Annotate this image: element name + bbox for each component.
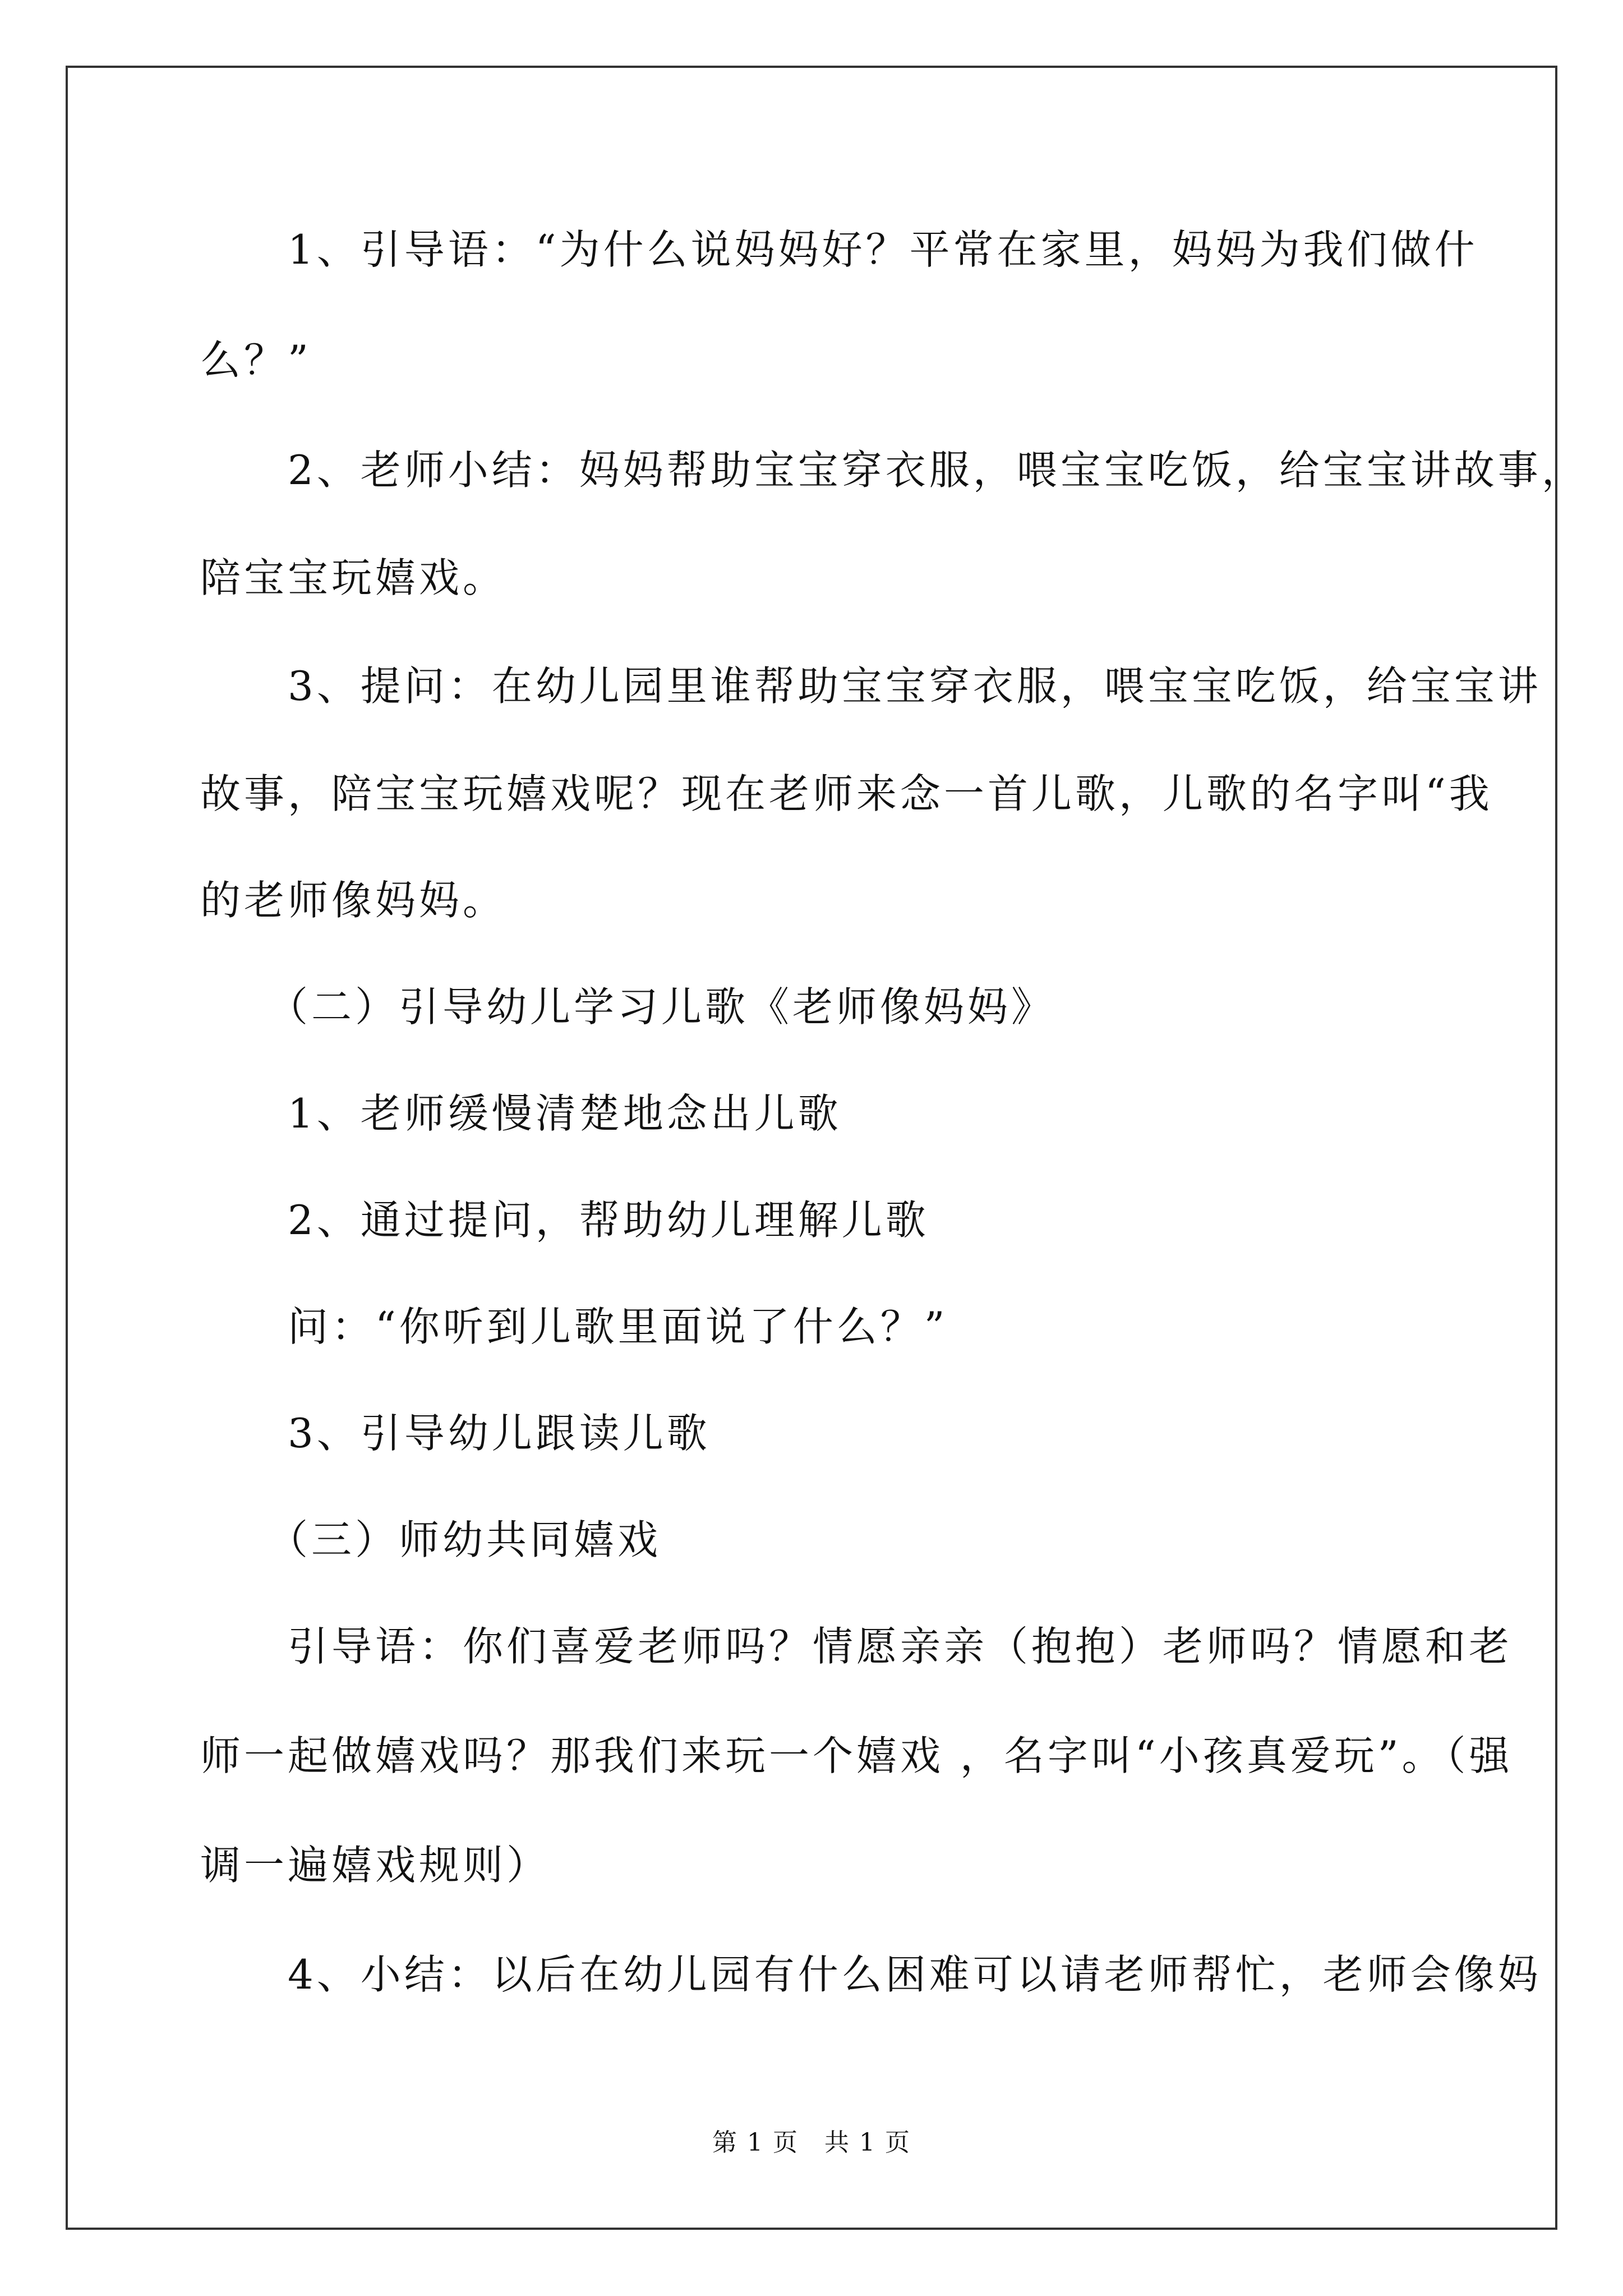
text-line-13: （三）师幼共同嬉戏 xyxy=(200,1516,662,1563)
text-line-16: 调一遍嬉戏规则） xyxy=(200,1842,551,1889)
text-line-15: 师一起做嬉戏吗？那我们来玩一个嬉戏 ，名字叫“小孩真爱玩”。（强 xyxy=(200,1732,1513,1779)
text-line-5: 3、提问：在幼儿园里谁帮助宝宝穿衣服，喂宝宝吃饭，给宝宝讲 xyxy=(200,662,1542,710)
text-line-3: 2、老师小结：妈妈帮助宝宝穿衣服，喂宝宝吃饭，给宝宝讲故事， xyxy=(200,447,1585,494)
text-line-8: （二）引导幼儿学习儿歌《老师像妈妈》 xyxy=(200,983,1055,1030)
text-line-1: 1、引导语：“为什么说妈妈好？平常在家里，妈妈为我们做什 xyxy=(200,226,1478,273)
page-footer: 第 1 页 共 1 页 xyxy=(712,2128,911,2157)
text-line-11: 问：“你听到儿歌里面说了什么？” xyxy=(200,1303,948,1350)
text-line-7: 的老师像妈妈。 xyxy=(200,877,507,924)
text-line-4: 陪宝宝玩嬉戏。 xyxy=(200,554,507,601)
text-line-9: 1、老师缓慢清楚地念出儿歌 xyxy=(200,1090,842,1137)
text-line-6: 故事，陪宝宝玩嬉戏呢？现在老师来念一首儿歌，儿歌的名字叫“我 xyxy=(200,770,1493,817)
page-border xyxy=(66,66,1557,2230)
text-line-12: 3、引导幼儿跟读儿歌 xyxy=(200,1410,711,1457)
text-line-17: 4、小结：以后在幼儿园有什么困难可以请老师帮忙，老师会像妈 xyxy=(200,1951,1542,1998)
text-line-14: 引导语：你们喜爱老师吗？情愿亲亲（抱抱）老师吗？情愿和老 xyxy=(200,1623,1513,1670)
text-line-10: 2、通过提问，帮助幼儿理解儿歌 xyxy=(200,1197,929,1244)
text-line-2: 么？” xyxy=(200,337,312,384)
